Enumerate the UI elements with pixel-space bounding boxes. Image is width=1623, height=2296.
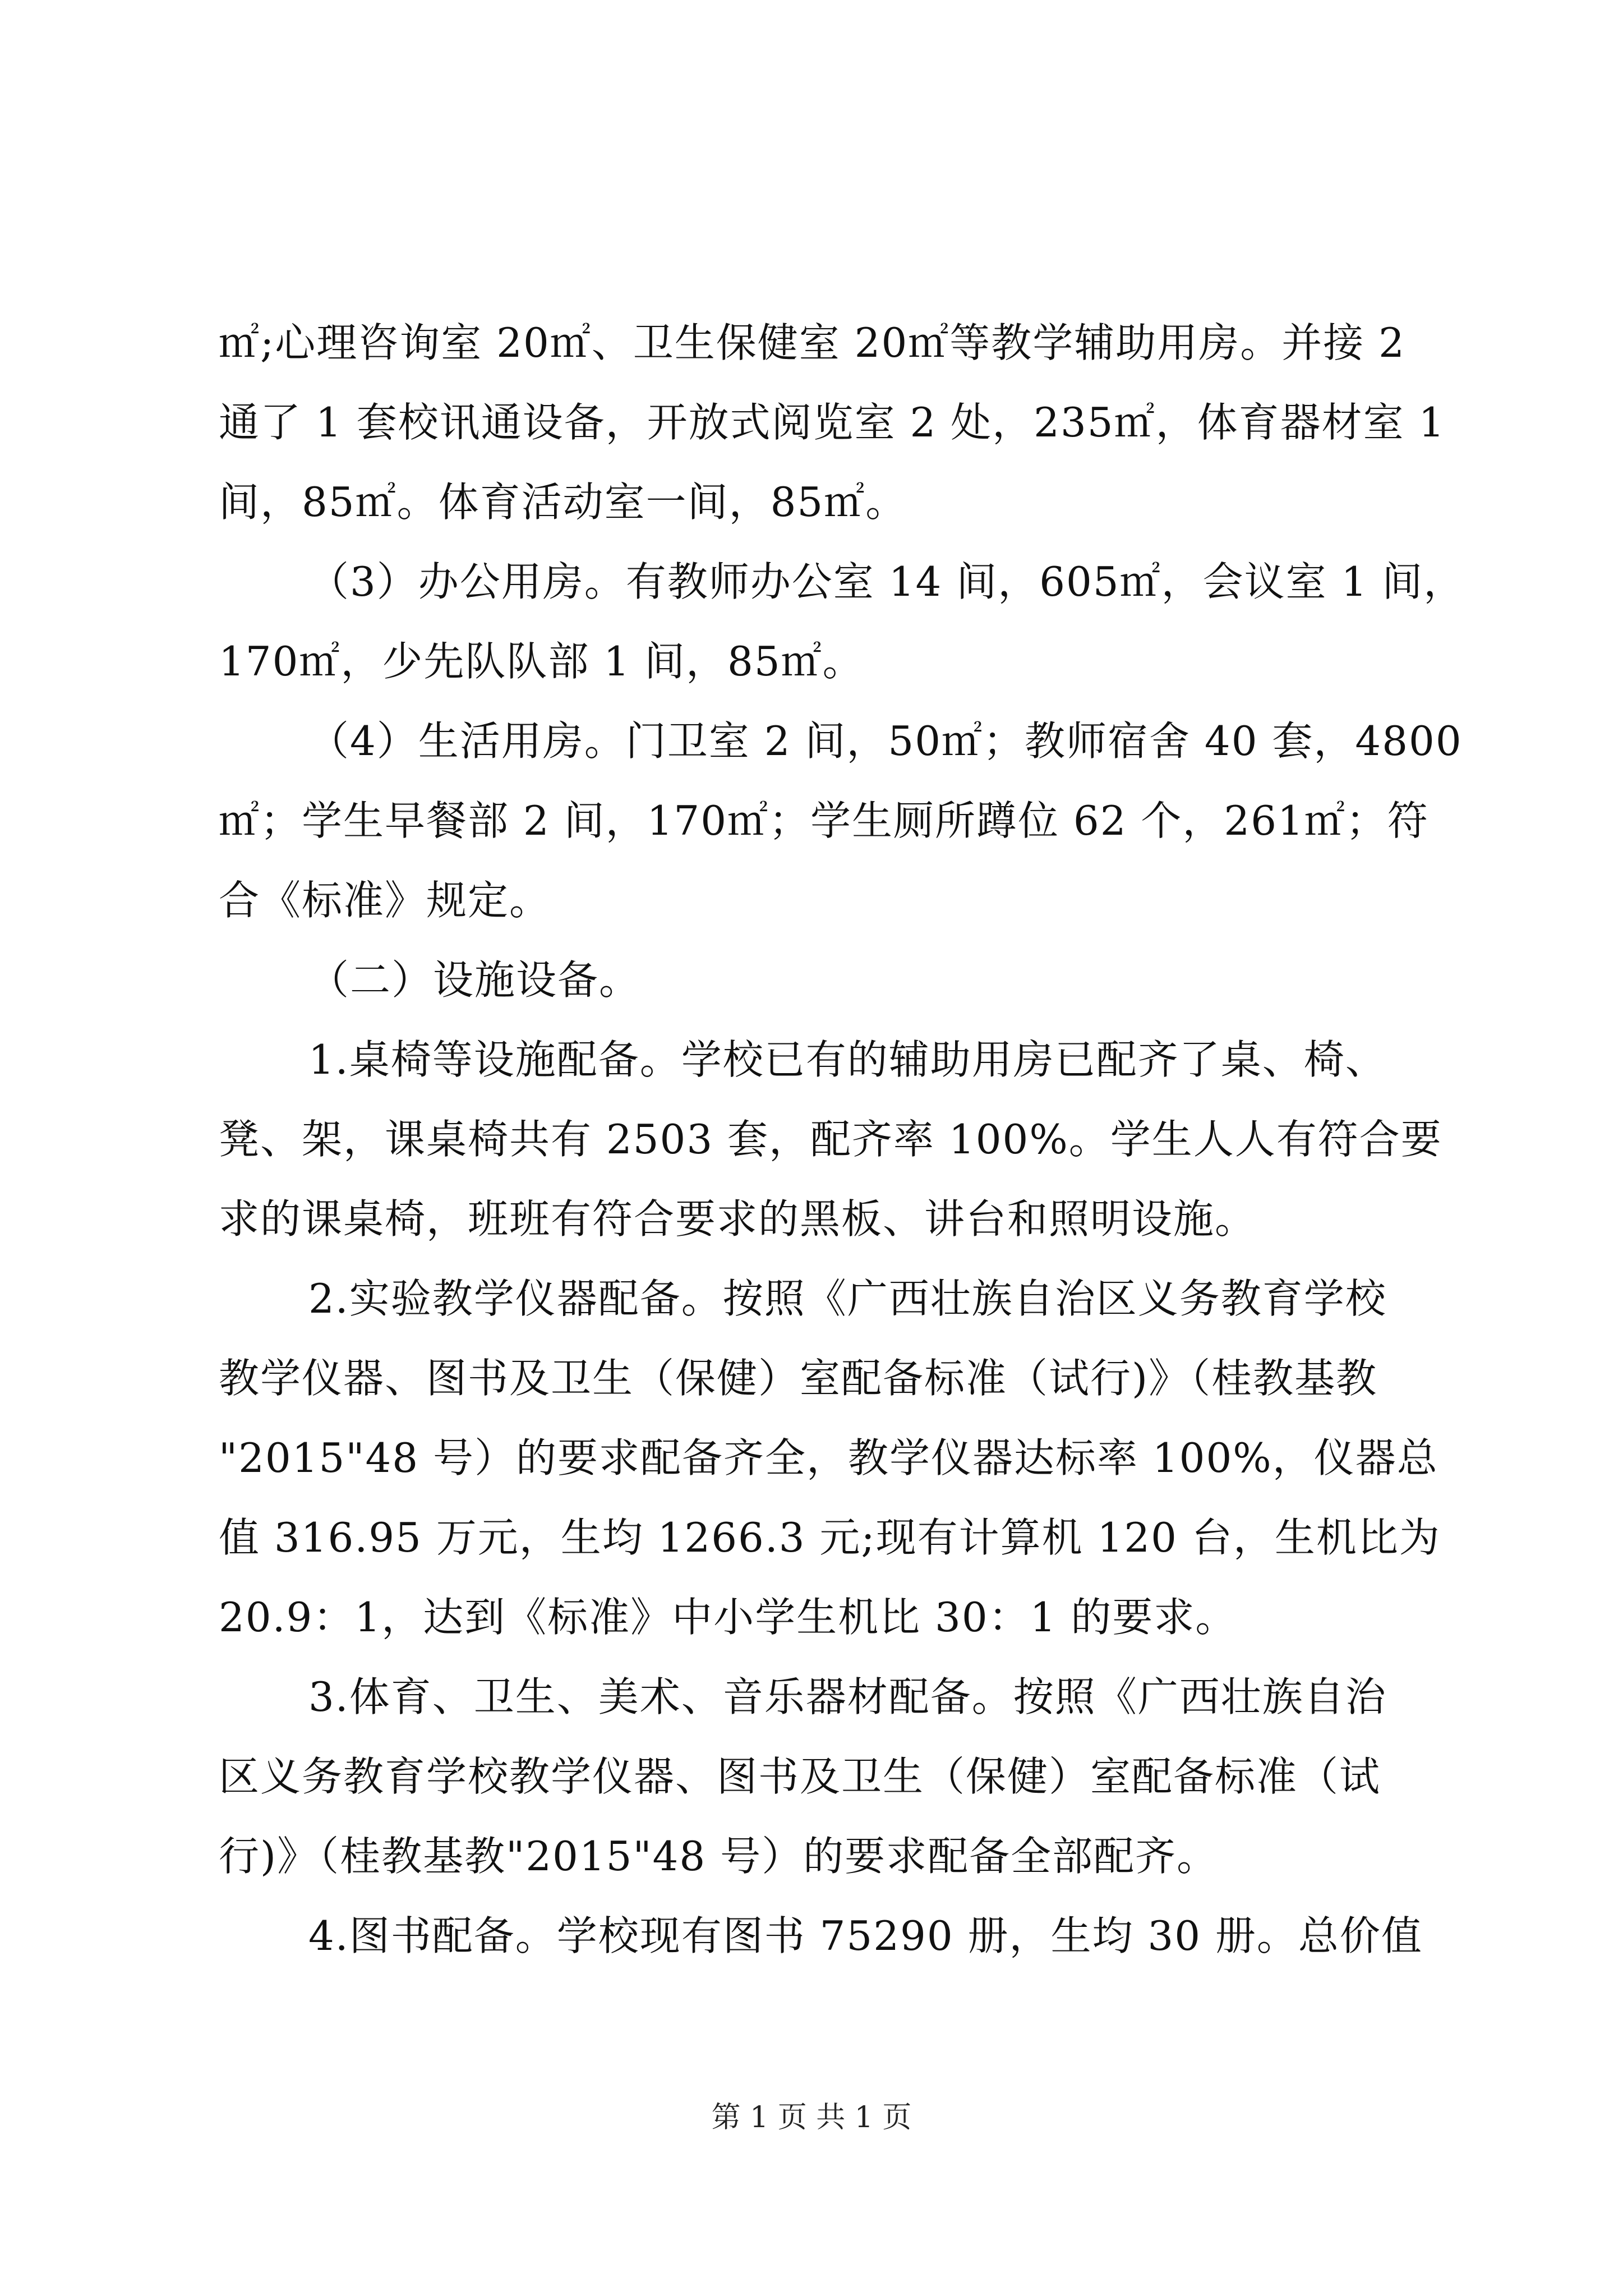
text-line: 凳、架，课桌椅共有 2503 套，配齐率 100%。学生人人有符合要 bbox=[219, 1116, 1442, 1163]
text-line: "2015"48 号）的要求配备齐全，教学仪器达标率 100%，仪器总 bbox=[219, 1434, 1438, 1481]
text-line: 170㎡，少先队队部 1 间，85㎡。 bbox=[219, 638, 864, 685]
text-line: 区义务教育学校教学仪器、图书及卫生（保健）室配备标准（试 bbox=[219, 1753, 1381, 1800]
document-body bbox=[219, 303, 1465, 1976]
text-line: 3.体育、卫生、美术、音乐器材配备。按照《广西壮族自治 bbox=[308, 1673, 1387, 1720]
text-line: 20.9：1，达到《标准》中小学生机比 30：1 的要求。 bbox=[219, 1594, 1237, 1641]
text-line: 行)》（桂教基教"2015"48 号）的要求配备全部配齐。 bbox=[219, 1833, 1219, 1880]
text-line: 间，85㎡。体育活动室一间，85㎡。 bbox=[219, 478, 907, 526]
text-line: （3）办公用房。有教师办公室 14 间，605㎡，会议室 1 间， bbox=[308, 558, 1465, 605]
text-line: （4）生活用房。门卫室 2 间，50㎡；教师宿舍 40 套，4800 bbox=[308, 717, 1463, 765]
text-line: 求的课桌椅，班班有符合要求的黑板、讲台和照明设施。 bbox=[219, 1195, 1257, 1243]
text-line: 4.图书配备。学校现有图书 75290 册，生均 30 册。总价值 bbox=[308, 1912, 1423, 1959]
text-line: ㎡;心理咨询室 20㎡、卫生保健室 20㎡等教学辅助用房。并接 2 bbox=[219, 319, 1405, 366]
section-heading: （二）设施设备。 bbox=[308, 956, 641, 1004]
text-line: 1.桌椅等设施配备。学校已有的辅助用房已配齐了桌、椅、 bbox=[308, 1036, 1387, 1083]
text-line: ㎡；学生早餐部 2 间，170㎡；学生厕所蹲位 62 个，261㎡；符 bbox=[219, 797, 1429, 844]
text-line: 2.实验教学仪器配备。按照《广西壮族自治区义务教育学校 bbox=[308, 1275, 1387, 1322]
text-line: 合《标准》规定。 bbox=[219, 877, 551, 924]
text-line: 教学仪器、图书及卫生（保健）室配备标准（试行)》（桂教基教 bbox=[219, 1355, 1378, 1402]
text-line: 值 316.95 万元，生均 1266.3 元;现有计算机 120 台，生机比为 bbox=[219, 1514, 1441, 1561]
text-line: 通了 1 套校讯通设备，开放式阅览室 2 处，235㎡，体育器材室 1 bbox=[219, 399, 1446, 446]
page-footer: 第 1 页 共 1 页 bbox=[711, 2101, 912, 2134]
